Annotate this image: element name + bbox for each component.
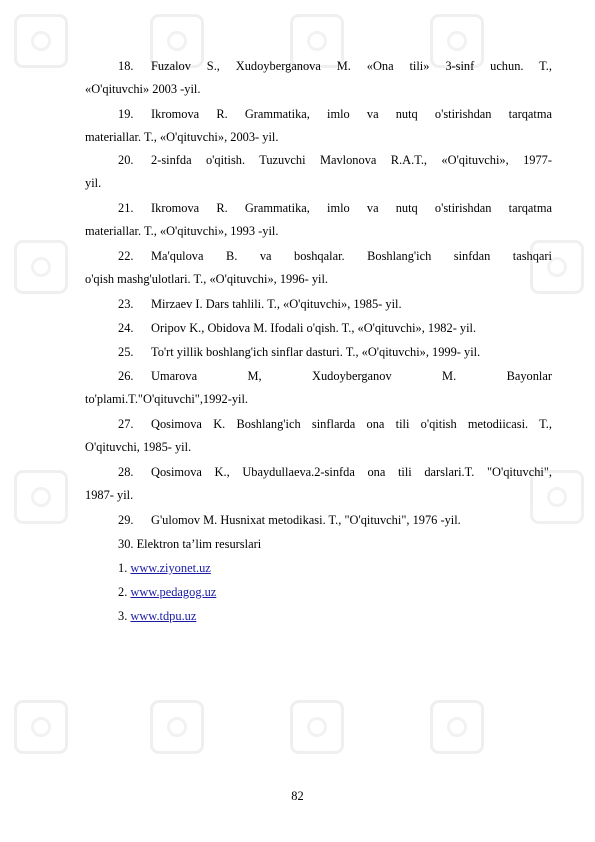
reference-text: Umarova M, Xudoyberganov M. Bayonlar <box>151 369 552 383</box>
reference-text: Ma'qulova B. va boshqalar. Boshlang'ich sinfdan tashqari <box>151 249 552 263</box>
reference-item <box>85 197 552 242</box>
resource-link[interactable]: www.ziyonet.uz <box>130 561 211 575</box>
reference-number: 29. <box>118 513 134 527</box>
reference-item <box>85 509 552 532</box>
reference-item <box>85 55 552 100</box>
resource-number: 1. <box>118 561 128 575</box>
watermark-logo <box>150 700 204 754</box>
reference-text-continued: to'plami.T."O'qituvchi",1992-yil. <box>85 391 249 406</box>
reference-number: 24. <box>118 321 134 335</box>
reference-number: 26. <box>118 369 134 383</box>
resource-link-item <box>118 581 216 604</box>
reference-number: 23. <box>118 297 134 311</box>
resource-link[interactable]: www.pedagog.uz <box>130 585 217 599</box>
reference-text-continued: yil. <box>85 175 102 190</box>
reference-item <box>85 245 552 290</box>
reference-number: 28. <box>118 465 134 479</box>
reference-item <box>85 413 552 458</box>
reference-text: 2-sinfda o'qitish. Tuzuvchi Mavlonova R.A.T., «O'qituvchi», 1977- <box>151 153 552 167</box>
reference-item <box>85 293 552 316</box>
resource-number: 3. <box>118 609 128 623</box>
reference-text: Ikromova R. Grammatika, imlo va nutq o'stirishdan tarqatma <box>151 201 552 215</box>
watermark-logo <box>14 240 68 294</box>
reference-text-continued: materiallar. T., «O'qituvchi», 2003- yil. <box>85 129 279 144</box>
reference-item <box>85 317 552 340</box>
watermark-logo <box>290 700 344 754</box>
reference-number: 22. <box>118 249 134 263</box>
reference-text-continued: 1987- yil. <box>85 487 134 502</box>
reference-text: Oripov K., Obidova M. Ifodali o'qish. T., «O'qituvchi», 1982- yil. <box>151 321 477 335</box>
reference-number: 19. <box>118 107 134 121</box>
reference-text: Qosimova K. Boshlang'ich sinflarda ona tili o'qitish metodiicasi. T., <box>151 417 552 431</box>
reference-number: 20. <box>118 153 134 167</box>
page-number: 82 <box>291 789 304 803</box>
reference-text-continued: O'qituvchi, 1985- yil. <box>85 439 192 454</box>
reference-text-continued: materiallar. T., «O'qituvchi», 1993 -yil. <box>85 223 279 238</box>
reference-item <box>85 461 552 506</box>
reference-text: Mirzaev I. Dars tahlili. T., «O'qituvchi», 1985- yil. <box>151 297 402 311</box>
resource-link-item <box>118 557 211 580</box>
reference-text: G'ulomov M. Husnixat metodikasi. T., "O'qituvchi", 1976 -yil. <box>151 513 461 527</box>
resource-link-item <box>118 605 196 628</box>
watermark-logo <box>430 700 484 754</box>
reference-text: To'rt yillik boshlang'ich sinflar dasturi. T., «O'qituvchi», 1999- yil. <box>151 345 481 359</box>
watermark-logo <box>14 14 68 68</box>
reference-text-continued: o'qish mashg'ulotlari. T., «O'qituvchi», 1996- yil. <box>85 271 329 286</box>
reference-number: 27. <box>118 417 134 431</box>
reference-text: Ikromova R. Grammatika, imlo va nutq o'stirishdan tarqatma <box>151 107 552 121</box>
resource-number: 2. <box>118 585 128 599</box>
section-heading: 30. Elektron ta’lim resurslari <box>118 537 262 551</box>
resource-link[interactable]: www.tdpu.uz <box>130 609 197 623</box>
reference-text: Fuzalov S., Xudoyberganova M. «Ona tili» 3-sinf uchun. T., <box>151 59 552 73</box>
reference-item <box>85 103 552 148</box>
watermark-logo <box>14 700 68 754</box>
reference-item <box>85 365 552 410</box>
reference-text: Qosimova K., Ubaydullaeva.2-sinfda ona tili darslari.T. "O'qituvchi", <box>151 465 552 479</box>
reference-item <box>85 149 552 194</box>
watermark-logo <box>14 470 68 524</box>
reference-text-continued: «O'qituvchi» 2003 -yil. <box>85 81 201 96</box>
reference-number: 21. <box>118 201 134 215</box>
reference-number: 18. <box>118 59 134 73</box>
reference-number: 25. <box>118 345 134 359</box>
reference-item <box>85 341 552 364</box>
